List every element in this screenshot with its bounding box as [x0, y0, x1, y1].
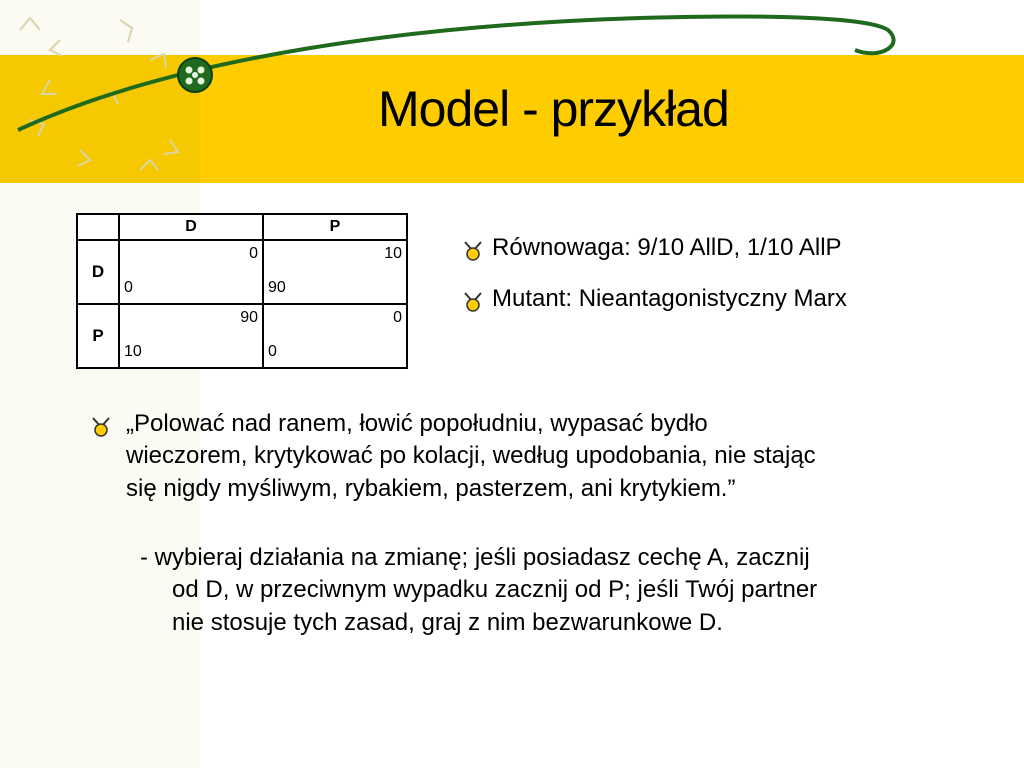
row-header-p: P [77, 304, 119, 368]
payoff-top: 10 [384, 245, 402, 262]
sub-line: od D, w przeciwnym wypadku zacznij od P; jeśli Twój partner [172, 576, 818, 604]
table-row [77, 240, 407, 304]
quote-text [120, 408, 816, 505]
payoff-top: 0 [249, 245, 258, 262]
column-header-p: P [263, 214, 407, 240]
bullet-mutant [462, 283, 847, 322]
payoff-cell-pp [263, 304, 407, 368]
quote-line: wieczorem, krytykować po kolacji, według upodobania, nie stając [126, 442, 816, 470]
slide-title: Model - przykład [378, 81, 729, 137]
payoff-top: 90 [240, 309, 258, 326]
pattern-glyphs [20, 18, 178, 170]
table-corner [77, 214, 119, 240]
payoff-bottom: 90 [268, 279, 286, 296]
bullet-quote [90, 408, 970, 505]
payoff-cell-dd [119, 240, 263, 304]
table-row [77, 304, 407, 368]
node-icon [178, 58, 212, 92]
bullet-icon [462, 283, 492, 322]
sub-line: - wybieraj działania na zmianę; jeśli posiadasz cechę A, zacznij [140, 544, 810, 571]
row-header-d: D [77, 240, 119, 304]
payoff-cell-pd [119, 304, 263, 368]
bullet-text: Mutant: Nieantagonistyczny Marx [492, 285, 847, 312]
payoff-cell-dp [263, 240, 407, 304]
payoff-bottom: 0 [124, 279, 133, 296]
quote-line: się nigdy myśliwym, rybakiem, pasterzem, ani krytykiem.” [126, 474, 736, 502]
sub-paragraph [140, 542, 960, 639]
bullet-text: Równowaga: 9/10 AllD, 1/10 AllP [492, 234, 842, 261]
quote-line: „Polować nad ranem, łowić popołudniu, wypasać bydło [126, 410, 708, 437]
payoff-bottom: 0 [268, 343, 277, 360]
table-header-row [77, 214, 407, 240]
column-header-d: D [119, 214, 263, 240]
payoff-top: 0 [393, 309, 402, 326]
sub-line: nie stosuje tych zasad, graj z nim bezwarunkowe D. [172, 608, 723, 636]
bullet-icon [90, 408, 120, 447]
bullet-equilibrium [462, 232, 842, 271]
bullet-icon [462, 232, 492, 271]
payoff-table [76, 213, 408, 369]
payoff-bottom: 10 [124, 343, 142, 360]
